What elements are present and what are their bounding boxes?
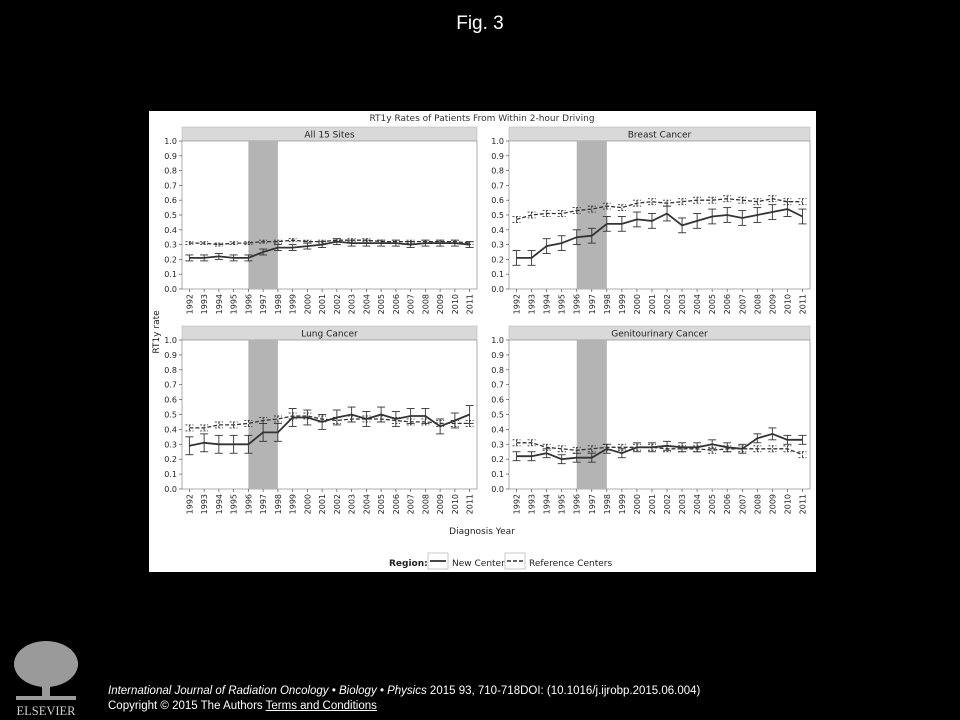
x-tick-label: 2011	[465, 294, 475, 315]
x-tick-label: 1992	[185, 494, 195, 515]
panel-0	[164, 127, 477, 314]
y-tick-label: 1.0	[164, 336, 177, 345]
x-tick-label: 1996	[572, 294, 582, 315]
x-tick-label: 2001	[318, 494, 328, 515]
y-tick-label: 0.3	[164, 440, 177, 450]
y-tick-label: 1.0	[491, 336, 504, 345]
y-tick-label: 0.7	[491, 181, 504, 191]
tree-emblem-icon	[14, 641, 78, 700]
x-tick-label: 2005	[708, 494, 718, 515]
x-tick-label: 2000	[632, 494, 642, 515]
x-tick-label: 2002	[332, 294, 342, 315]
journal-name: International Journal of Radiation Oncology • Biology • Physics	[108, 685, 427, 697]
x-tick-label: 2010	[450, 294, 460, 315]
x-tick-label: 1998	[273, 294, 283, 315]
y-tick-label: 0.7	[491, 380, 504, 390]
x-tick-label: 2002	[332, 494, 342, 515]
y-tick-label: 0.8	[491, 365, 504, 375]
x-tick-label: 2002	[663, 294, 673, 315]
y-tick-label: 0.0	[491, 285, 504, 294]
x-tick-label: 2009	[768, 494, 778, 515]
x-tick-label: 2007	[406, 294, 416, 315]
x-tick-label: 1996	[244, 294, 254, 315]
panel-2	[164, 326, 477, 514]
publisher-name: ELSEVIER	[16, 704, 76, 718]
x-tick-label: 2004	[693, 494, 703, 515]
y-tick-label: 0.1	[491, 270, 504, 280]
x-tick-label: 2009	[436, 294, 446, 315]
y-tick-label: 0.4	[164, 225, 177, 235]
panel-plot-area	[182, 141, 477, 289]
citation-details: 2015 93, 710-718DOI: (10.1016/j.ijrobp.2015.06.004)	[426, 685, 701, 697]
x-tick-label: 1994	[214, 494, 224, 515]
x-tick-label: 1992	[512, 294, 522, 315]
y-tick-label: 1.0	[491, 137, 504, 146]
x-tick-label: 1994	[542, 294, 552, 315]
x-tick-label: 2001	[647, 494, 657, 515]
panel-plot-area	[509, 141, 810, 289]
panel-plot-area	[509, 340, 810, 489]
x-tick-label: 1997	[587, 294, 597, 315]
panel-1	[491, 127, 810, 314]
x-tick-label: 1999	[617, 494, 627, 515]
chart-svg	[149, 111, 816, 572]
y-tick-label: 0.4	[491, 225, 504, 235]
x-tick-label: 1995	[557, 294, 567, 315]
y-tick-label: 0.8	[164, 166, 177, 176]
x-tick-label: 1995	[229, 494, 239, 515]
copyright-text: Copyright © 2015 The Authors	[108, 700, 266, 712]
x-tick-label: 2008	[753, 294, 763, 315]
y-tick-label: 0.0	[164, 485, 177, 494]
x-tick-label: 2008	[421, 494, 431, 515]
x-tick-label: 1997	[587, 494, 597, 515]
x-tick-label: 2000	[632, 294, 642, 315]
y-tick-label: 0.2	[491, 455, 504, 465]
x-tick-label: 2010	[783, 294, 793, 315]
shaded-period	[248, 340, 278, 489]
x-tick-label: 1995	[557, 494, 567, 515]
figure-title: Fig. 3	[456, 13, 504, 34]
panel-title: Lung Cancer	[301, 329, 358, 340]
y-tick-label: 0.0	[491, 485, 504, 494]
shaded-period	[248, 141, 278, 289]
y-tick-label: 0.3	[491, 440, 504, 450]
x-tick-label: 2005	[377, 494, 387, 515]
y-tick-label: 0.5	[164, 211, 177, 220]
legend-label-reference: Reference Centers	[529, 559, 613, 569]
x-tick-label: 2008	[421, 294, 431, 315]
y-tick-label: 0.1	[164, 470, 177, 480]
x-tick-label: 1993	[527, 294, 537, 315]
y-tick-label: 0.4	[491, 425, 504, 435]
x-tick-label: 2002	[663, 494, 673, 515]
elsevier-logo	[8, 638, 84, 718]
x-tick-label: 2005	[708, 294, 718, 315]
x-axis-label: Diagnosis Year	[449, 527, 515, 537]
y-tick-label: 0.8	[491, 166, 504, 176]
y-tick-label: 0.3	[164, 240, 177, 250]
y-tick-label: 0.2	[164, 255, 177, 265]
x-tick-label: 1993	[200, 494, 210, 515]
x-tick-label: 2006	[723, 494, 733, 515]
x-tick-label: 1992	[512, 494, 522, 515]
x-tick-label: 2010	[783, 494, 793, 515]
x-tick-label: 2005	[377, 294, 387, 315]
x-tick-label: 1999	[288, 494, 298, 515]
y-tick-label: 0.9	[491, 151, 504, 161]
y-tick-label: 0.7	[164, 380, 177, 390]
x-tick-label: 2004	[693, 294, 703, 315]
y-tick-label: 0.4	[164, 425, 177, 435]
copyright-line	[108, 699, 700, 714]
x-tick-label: 1993	[527, 494, 537, 515]
x-tick-label: 2009	[768, 294, 778, 315]
x-tick-label: 1999	[288, 294, 298, 315]
x-tick-label: 2008	[753, 494, 763, 515]
chart-figure	[149, 111, 816, 572]
x-tick-label: 2006	[391, 294, 401, 315]
chart-title: RT1y Rates of Patients From Within 2-hour Driving	[369, 114, 595, 124]
terms-link[interactable]: Terms and Conditions	[265, 700, 377, 712]
panel-plot-area	[182, 340, 477, 489]
y-tick-label: 0.8	[164, 365, 177, 375]
x-tick-label: 2003	[347, 494, 357, 515]
citation	[108, 684, 700, 714]
x-tick-label: 2000	[303, 294, 313, 315]
x-tick-label: 1995	[229, 294, 239, 315]
x-tick-label: 2006	[723, 294, 733, 315]
x-tick-label: 1992	[185, 294, 195, 315]
panel-3	[491, 326, 810, 514]
x-tick-label: 1996	[244, 494, 254, 515]
x-tick-label: 2003	[678, 494, 688, 515]
y-tick-label: 0.3	[491, 240, 504, 250]
y-tick-label: 0.9	[164, 350, 177, 360]
y-tick-label: 0.1	[491, 470, 504, 480]
x-tick-label: 2001	[647, 294, 657, 315]
x-tick-label: 1998	[602, 294, 612, 315]
citation-line	[108, 684, 700, 699]
x-tick-label: 1996	[572, 494, 582, 515]
x-tick-label: 1997	[259, 294, 269, 315]
y-tick-label: 0.5	[491, 410, 504, 420]
x-tick-label: 2010	[450, 494, 460, 515]
y-tick-label: 0.5	[491, 211, 504, 220]
x-tick-label: 2011	[465, 494, 475, 515]
x-tick-label: 1994	[542, 494, 552, 515]
y-tick-label: 0.6	[164, 196, 177, 206]
y-tick-label: 0.9	[164, 151, 177, 161]
y-tick-label: 0.6	[491, 395, 504, 405]
y-axis-label: RT1y rate	[152, 310, 162, 354]
y-tick-label: 1.0	[164, 137, 177, 146]
x-tick-label: 1994	[214, 294, 224, 315]
x-tick-label: 2011	[798, 494, 808, 515]
x-tick-label: 2003	[347, 294, 357, 315]
x-tick-label: 2007	[738, 294, 748, 315]
x-tick-label: 2001	[318, 294, 328, 315]
y-tick-label: 0.2	[164, 455, 177, 465]
y-tick-label: 0.7	[164, 181, 177, 191]
x-tick-label: 2009	[436, 494, 446, 515]
x-tick-label: 2006	[391, 494, 401, 515]
x-tick-label: 2007	[738, 494, 748, 515]
y-tick-label: 0.1	[164, 270, 177, 280]
x-tick-label: 1993	[200, 294, 210, 315]
y-tick-label: 0.5	[164, 410, 177, 420]
x-tick-label: 2004	[362, 294, 372, 315]
x-tick-label: 1998	[273, 494, 283, 515]
shaded-period	[577, 340, 607, 489]
y-tick-label: 0.2	[491, 255, 504, 265]
x-tick-label: 1997	[259, 494, 269, 515]
y-tick-label: 0.6	[164, 395, 177, 405]
panel-title: All 15 Sites	[304, 130, 355, 141]
y-tick-label: 0.9	[491, 350, 504, 360]
chart-panels	[164, 127, 810, 514]
x-tick-label: 2004	[362, 494, 372, 515]
shaded-period	[577, 141, 607, 289]
x-tick-label: 2003	[678, 294, 688, 315]
x-tick-label: 2011	[798, 294, 808, 315]
y-tick-label: 0.6	[491, 196, 504, 206]
legend-title: Region:	[389, 559, 428, 569]
chart-legend	[389, 553, 612, 569]
x-tick-label: 1999	[617, 294, 627, 315]
y-tick-label: 0.0	[164, 285, 177, 294]
panel-title: Breast Cancer	[627, 130, 692, 141]
legend-label-new-center: New Center	[452, 559, 505, 569]
x-tick-label: 1998	[602, 494, 612, 515]
x-tick-label: 2000	[303, 494, 313, 515]
panel-title: Genitourinary Cancer	[611, 329, 708, 340]
x-tick-label: 2007	[406, 494, 416, 515]
